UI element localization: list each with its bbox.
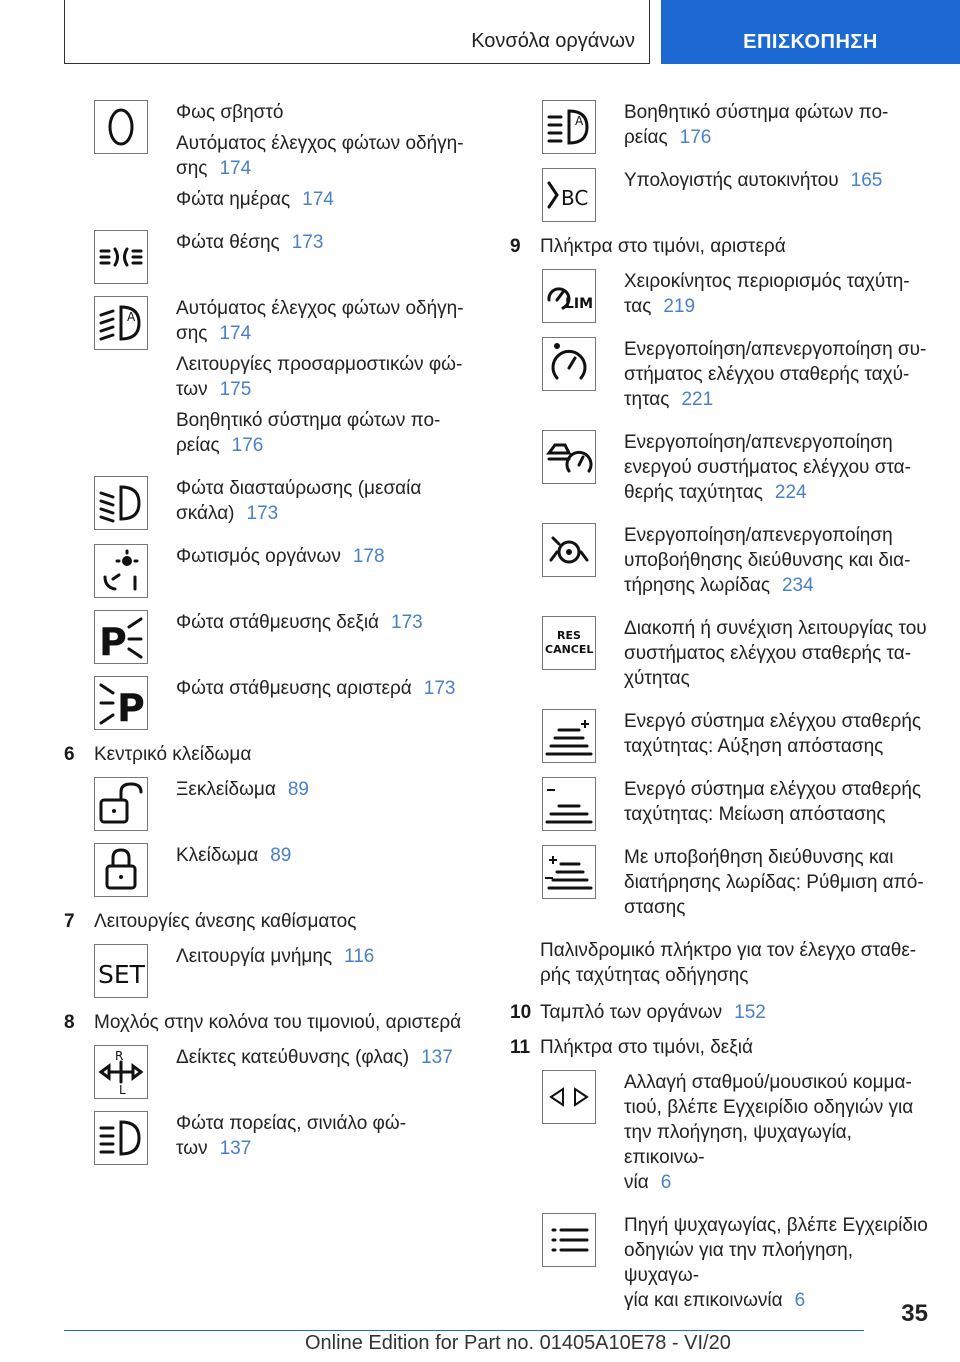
entry-text: Αυτόματος έλεγχος φώτων οδήγη- bbox=[176, 133, 464, 154]
parking-lights-icon bbox=[94, 230, 148, 284]
svg-text:R: R bbox=[115, 1049, 124, 1063]
entry-item bbox=[176, 777, 474, 802]
entry-text-line bbox=[176, 230, 474, 255]
entry-text-line bbox=[624, 269, 930, 294]
svg-text:SET: SET bbox=[98, 960, 145, 989]
entry-text-line bbox=[176, 187, 474, 212]
section-title bbox=[540, 1035, 753, 1060]
entry-item bbox=[624, 1070, 930, 1195]
entry-item bbox=[176, 544, 474, 569]
section-title-text: Πλήκτρα στο τιμόνι, δεξιά bbox=[540, 1037, 753, 1058]
entry-text: Ενεργοποίηση/απενεργοποίηση bbox=[624, 525, 893, 546]
section-title bbox=[540, 1000, 766, 1025]
page-reference-link[interactable]: 89 bbox=[287, 779, 309, 800]
icon-entry bbox=[510, 616, 930, 697]
section-title bbox=[540, 234, 786, 259]
entry-text-line bbox=[624, 1070, 930, 1095]
entry-text: διατήρησης λωρίδας: Ρύθμιση από- bbox=[624, 872, 924, 893]
res-cancel-icon bbox=[542, 616, 596, 670]
entry-item bbox=[624, 709, 930, 759]
icon-entry bbox=[64, 230, 474, 284]
entry-item bbox=[176, 676, 474, 701]
entry-text-line bbox=[176, 296, 474, 321]
section-title bbox=[94, 909, 356, 934]
entry-text: τιού, βλέπε Εγχειρίδιο οδηγιών για bbox=[624, 1097, 914, 1118]
entry-text-line bbox=[624, 777, 930, 802]
page-reference-link[interactable]: 174 bbox=[219, 158, 252, 179]
icon-entry bbox=[510, 1213, 930, 1319]
entry-text: Πηγή ψυχαγωγίας, βλέπε Εγχειρίδιο bbox=[624, 1215, 928, 1236]
entry-text-line bbox=[624, 641, 930, 666]
entry-item bbox=[176, 230, 474, 255]
entry-item bbox=[176, 100, 474, 125]
footer-edition: Online Edition for Part no. 01405A10E78 - VI/20 bbox=[305, 1332, 731, 1354]
entry-text-line bbox=[624, 870, 930, 895]
entry-text-line bbox=[176, 843, 474, 868]
entry-text: Ενεργοποίηση/απενεργοποίηση συ- bbox=[624, 339, 927, 360]
entry-text-line bbox=[176, 501, 474, 526]
entry-text: οδηγιών για την πλοήγηση, ψυχαγω- bbox=[624, 1240, 853, 1286]
icon-entry bbox=[64, 296, 474, 464]
entry-text-line bbox=[624, 802, 930, 827]
entry-text-line bbox=[176, 156, 474, 181]
entry-text: στασης bbox=[624, 897, 686, 918]
page-reference-link[interactable]: 116 bbox=[344, 946, 375, 967]
entry-text-line bbox=[176, 352, 474, 377]
entry-text-line bbox=[624, 100, 930, 125]
entry-text: Φωτισμός οργάνων bbox=[176, 546, 341, 567]
entry-item bbox=[624, 168, 930, 193]
entry-item bbox=[176, 610, 474, 635]
entry-texts bbox=[176, 777, 474, 808]
page-reference-link[interactable]: 165 bbox=[850, 170, 883, 191]
svg-text:A: A bbox=[127, 310, 136, 324]
icon-entry bbox=[64, 777, 474, 831]
page-reference-link[interactable]: 173 bbox=[391, 612, 423, 633]
media-source-icon bbox=[542, 1213, 596, 1267]
entry-text-line bbox=[624, 387, 930, 412]
distance-adjust-icon bbox=[542, 845, 596, 899]
entry-item bbox=[624, 616, 930, 691]
bc-icon bbox=[542, 168, 596, 222]
page-reference-link[interactable]: 178 bbox=[352, 546, 385, 567]
unlock-icon bbox=[94, 777, 148, 831]
left-column bbox=[64, 100, 474, 1179]
page-reference-link[interactable]: 137 bbox=[421, 1047, 453, 1068]
entry-text: Φώτα στάθμευσης αριστερά bbox=[176, 678, 412, 699]
svg-text:CANCEL: CANCEL bbox=[545, 643, 594, 656]
section-title bbox=[94, 1010, 461, 1035]
entry-text: Φώτα στάθμευσης δεξιά bbox=[176, 612, 380, 633]
entry-item bbox=[624, 777, 930, 827]
entry-texts bbox=[176, 610, 474, 641]
entry-text-line bbox=[624, 455, 930, 480]
entry-text-line bbox=[624, 430, 930, 455]
entry-texts bbox=[624, 269, 930, 325]
svg-text:P: P bbox=[99, 620, 127, 663]
svg-text:RES: RES bbox=[557, 629, 581, 642]
entry-texts bbox=[176, 843, 474, 874]
icon-entry bbox=[510, 523, 930, 604]
entry-text-line bbox=[624, 709, 930, 734]
page-reference-link[interactable]: 6 bbox=[660, 1172, 672, 1193]
active-cruise-icon bbox=[542, 430, 596, 484]
entry-text-line bbox=[624, 1213, 930, 1238]
entry-text-line bbox=[624, 1238, 930, 1288]
entry-text: θερής ταχύτητας bbox=[624, 482, 763, 503]
distance-minus-icon bbox=[542, 777, 596, 831]
section-heading bbox=[64, 1010, 474, 1035]
section-title-text: Πλήκτρα στο τιμόνι, αριστερά bbox=[540, 236, 786, 257]
entry-text: υποβοήθησης διεύθυνσης και δια- bbox=[624, 550, 911, 571]
entry-text: γία και επικοινωνία bbox=[624, 1290, 783, 1311]
entry-text: Βοηθητικό σύστημα φώτων πο- bbox=[176, 410, 441, 431]
cruise-control-icon bbox=[542, 337, 596, 391]
station-change-icon bbox=[542, 1070, 596, 1124]
page-reference-link[interactable]: 234 bbox=[781, 575, 814, 596]
entry-text-line bbox=[624, 616, 930, 641]
entry-text: την πλοήγηση, ψυχαγωγία, επικοινω- bbox=[624, 1122, 852, 1168]
entry-text-line bbox=[176, 476, 474, 501]
page-number: 35 bbox=[901, 1300, 928, 1327]
entry-text: ταχύτητας: Μείωση απόστασης bbox=[624, 804, 886, 825]
entry-text-line bbox=[624, 125, 930, 150]
page-reference-link[interactable]: 221 bbox=[681, 389, 714, 410]
section-note bbox=[540, 938, 930, 988]
entry-text: των bbox=[176, 1138, 208, 1159]
entry-text: Φώτα ημέρας bbox=[176, 189, 291, 210]
section-number: 6 bbox=[64, 744, 75, 765]
section-heading bbox=[64, 909, 474, 934]
entry-item bbox=[624, 845, 930, 920]
entry-text-line bbox=[176, 321, 474, 346]
entry-text: Λειτουργία μνήμης bbox=[176, 946, 333, 967]
turn-signal-icon bbox=[94, 1045, 148, 1099]
instrument-lighting-icon bbox=[94, 544, 148, 598]
entry-text-line bbox=[176, 408, 474, 433]
entry-item bbox=[176, 408, 474, 458]
entry-text: στήματος ελέγχου σταθερής ταχύ- bbox=[624, 364, 910, 385]
entry-text: ταχύτητας: Αύξηση απόστασης bbox=[624, 736, 884, 757]
section-title-text: Κεντρικό κλείδωμα bbox=[94, 744, 252, 765]
icon-entry bbox=[64, 944, 474, 998]
entry-item bbox=[624, 523, 930, 598]
section-heading bbox=[510, 1000, 930, 1025]
parking-left-icon bbox=[94, 676, 148, 730]
entry-texts bbox=[624, 845, 930, 926]
entry-text-line bbox=[176, 544, 474, 569]
entry-text: Φώτα διασταύρωσης (μεσαία bbox=[176, 478, 422, 499]
page-reference-link[interactable]: 6 bbox=[794, 1290, 806, 1311]
entry-text: Αυτόματος έλεγχος φώτων οδήγη- bbox=[176, 298, 464, 319]
icon-entry bbox=[510, 337, 930, 418]
page-reference-link[interactable]: 219 bbox=[663, 296, 696, 317]
page-reference-link[interactable]: 175 bbox=[219, 379, 252, 400]
icon-entry bbox=[64, 843, 474, 897]
entry-texts bbox=[624, 168, 930, 199]
icon-entry bbox=[510, 168, 930, 222]
right-column bbox=[510, 100, 930, 1331]
entry-text-line bbox=[624, 1095, 930, 1120]
section-title-text: Ταμπλό των οργάνων bbox=[540, 1002, 723, 1023]
page-reference-link[interactable]: 176 bbox=[679, 127, 712, 148]
entry-texts bbox=[176, 100, 474, 218]
entry-text: Φώτα πορείας, σινιάλο φώ- bbox=[176, 1113, 407, 1134]
page-reference-link[interactable]: 176 bbox=[231, 435, 264, 456]
svg-text:LIM: LIM bbox=[565, 296, 594, 312]
entry-texts bbox=[624, 616, 930, 697]
entry-text-line bbox=[624, 1288, 930, 1313]
entry-texts bbox=[176, 476, 474, 532]
entry-item bbox=[624, 100, 930, 150]
high-beam-icon bbox=[94, 1111, 148, 1165]
entry-text: Ξεκλείδωμα bbox=[176, 779, 276, 800]
icon-entry bbox=[510, 777, 930, 833]
entry-item bbox=[624, 1213, 930, 1313]
entry-text: τητας bbox=[624, 389, 670, 410]
entry-text-line bbox=[176, 100, 474, 125]
entry-item bbox=[624, 430, 930, 505]
auto-headlight-icon bbox=[94, 296, 148, 350]
icon-entry bbox=[64, 100, 474, 218]
entry-text: Αλλαγή σταθμού/μουσικού κομμα- bbox=[624, 1072, 912, 1093]
svg-text:L: L bbox=[119, 1083, 126, 1097]
section-heading bbox=[64, 742, 474, 767]
icon-entry bbox=[64, 1045, 474, 1099]
entry-text-line bbox=[176, 131, 474, 156]
svg-text:P: P bbox=[117, 686, 145, 729]
entry-text-line bbox=[624, 1170, 930, 1195]
svg-text:BC: BC bbox=[561, 186, 589, 210]
icon-entry bbox=[64, 1111, 474, 1167]
distance-plus-icon bbox=[542, 709, 596, 763]
entry-texts bbox=[176, 1045, 474, 1076]
entry-text: ενεργού συστήματος ελέγχου στα- bbox=[624, 457, 911, 478]
entry-item bbox=[176, 296, 474, 346]
entry-text: Φώτα θέσης bbox=[176, 232, 280, 253]
page-header bbox=[64, 0, 960, 66]
entry-text: Ενεργοποίηση/απενεργοποίηση bbox=[624, 432, 893, 453]
entry-text: Δείκτες κατεύθυνσης (φλας) bbox=[176, 1047, 410, 1068]
entry-text: νία bbox=[624, 1172, 649, 1193]
steering-assist-icon bbox=[542, 523, 596, 577]
header-section-title: Κονσόλα οργάνων bbox=[471, 30, 635, 52]
header-chapter-tab[interactable] bbox=[661, 0, 960, 64]
icon-entry bbox=[510, 100, 930, 156]
entry-text: ρείας bbox=[624, 127, 668, 148]
entry-texts bbox=[624, 430, 930, 511]
section-heading bbox=[510, 1035, 930, 1060]
entry-texts bbox=[624, 1213, 930, 1319]
entry-text-line bbox=[176, 377, 474, 402]
speed-limiter-icon bbox=[542, 269, 596, 323]
svg-text:A: A bbox=[575, 114, 584, 128]
header-chapter-title: ΕΠΙΣΚΟΠΗΣΗ bbox=[743, 31, 878, 53]
entry-item bbox=[176, 944, 474, 969]
icon-entry bbox=[64, 676, 474, 730]
entry-texts bbox=[624, 523, 930, 604]
page-reference-link[interactable]: 174 bbox=[302, 189, 334, 210]
entry-texts bbox=[176, 944, 474, 975]
icon-entry bbox=[510, 1070, 930, 1201]
set-icon bbox=[94, 944, 148, 998]
footer-divider bbox=[64, 1330, 864, 1331]
entry-text-line bbox=[176, 1111, 474, 1136]
entry-texts bbox=[176, 1111, 474, 1167]
entry-text: σης bbox=[176, 158, 208, 179]
entry-item bbox=[176, 1045, 474, 1070]
note-line: ρής ταχύτητας οδήγησης bbox=[540, 965, 749, 986]
entry-item bbox=[176, 187, 474, 212]
entry-text-line bbox=[624, 480, 930, 505]
entry-texts bbox=[624, 337, 930, 418]
entry-text: Ενεργό σύστημα ελέγχου σταθερής bbox=[624, 711, 922, 732]
section-title bbox=[94, 742, 251, 767]
entry-item bbox=[624, 337, 930, 412]
entry-text-line bbox=[624, 895, 930, 920]
section-number: 9 bbox=[510, 236, 521, 257]
entry-texts bbox=[176, 676, 474, 707]
page-reference-link[interactable]: 174 bbox=[219, 323, 252, 344]
icon-entry bbox=[64, 476, 474, 532]
lock-icon bbox=[94, 843, 148, 897]
entry-text-line bbox=[176, 1045, 474, 1070]
entry-text-line bbox=[624, 523, 930, 548]
page-reference-link[interactable]: 152 bbox=[734, 1002, 766, 1023]
page-reference-link[interactable]: 173 bbox=[246, 503, 279, 524]
page-reference-link[interactable]: 173 bbox=[291, 232, 324, 253]
entry-item bbox=[176, 131, 474, 181]
section-number: 8 bbox=[64, 1012, 75, 1033]
entry-item bbox=[176, 1111, 474, 1161]
entry-text-line bbox=[624, 845, 930, 870]
entry-text-line bbox=[176, 610, 474, 635]
entry-texts bbox=[624, 777, 930, 833]
entry-text-line bbox=[624, 548, 930, 573]
header-section-box bbox=[64, 0, 650, 64]
low-beam-icon bbox=[94, 476, 148, 530]
entry-text-line bbox=[176, 433, 474, 458]
light-off-icon bbox=[94, 100, 148, 154]
icon-entry bbox=[510, 709, 930, 765]
icon-entry bbox=[510, 845, 930, 926]
entry-text: Υπολογιστής αυτοκινήτου bbox=[624, 170, 839, 191]
entry-text-line bbox=[624, 337, 930, 362]
page-reference-link[interactable]: 137 bbox=[219, 1138, 252, 1159]
entry-text-line bbox=[176, 676, 474, 701]
entry-text: τας bbox=[624, 296, 652, 317]
entry-text-line bbox=[176, 1136, 474, 1161]
entry-texts bbox=[176, 230, 474, 261]
page-reference-link[interactable]: 89 bbox=[270, 845, 292, 866]
entry-item bbox=[176, 476, 474, 526]
entry-text-line bbox=[624, 666, 930, 691]
entry-text-line bbox=[624, 734, 930, 759]
section-number: 7 bbox=[64, 911, 75, 932]
section-heading bbox=[510, 234, 930, 259]
entry-text: Βοηθητικό σύστημα φώτων πο- bbox=[624, 102, 889, 123]
entry-text-line bbox=[176, 777, 474, 802]
entry-text: τήρησης λωρίδας bbox=[624, 575, 770, 596]
entry-texts bbox=[176, 544, 474, 575]
entry-text: Με υποβοήθηση διεύθυνσης και bbox=[624, 847, 894, 868]
section-title-text: Μοχλός στην κολόνα του τιμονιού, αριστερά bbox=[94, 1012, 462, 1033]
entry-text-line bbox=[624, 168, 930, 193]
entry-text: Διακοπή ή συνέχιση λειτουργίας του bbox=[624, 618, 927, 639]
entry-text: Λειτουργίες προσαρμοστικών φώ- bbox=[176, 354, 463, 375]
entry-text: σης bbox=[176, 323, 208, 344]
entry-text: σκάλα) bbox=[176, 503, 235, 524]
page-reference-link[interactable]: 173 bbox=[423, 678, 456, 699]
icon-entry bbox=[510, 430, 930, 511]
entry-text: συστήματος ελέγχου σταθερής τα- bbox=[624, 643, 912, 664]
entry-text: Κλείδωμα bbox=[176, 845, 259, 866]
entry-text: των bbox=[176, 379, 208, 400]
entry-text: ρείας bbox=[176, 435, 220, 456]
entry-texts bbox=[176, 296, 474, 464]
section-number: 11 bbox=[510, 1037, 531, 1058]
section-title-text: Λειτουργίες άνεσης καθίσματος bbox=[94, 911, 357, 932]
icon-entry bbox=[510, 269, 930, 325]
entry-item bbox=[176, 352, 474, 402]
entry-texts bbox=[624, 709, 930, 765]
entry-text-line bbox=[624, 294, 930, 319]
parking-right-icon bbox=[94, 610, 148, 664]
entry-text: Χειροκίνητος περιορισμός ταχύτη- bbox=[624, 271, 910, 292]
entry-text: χύτητας bbox=[624, 668, 690, 689]
entry-text-line bbox=[624, 1120, 930, 1170]
icon-entry bbox=[64, 544, 474, 598]
entry-text-line bbox=[624, 362, 930, 387]
note-line: Παλινδρομικό πλήκτρο για τον έλεγχο σταθε- bbox=[540, 940, 917, 961]
icon-entry bbox=[64, 610, 474, 664]
high-beam-assist-icon bbox=[542, 100, 596, 154]
entry-texts bbox=[624, 100, 930, 156]
entry-text-line bbox=[624, 573, 930, 598]
entry-texts bbox=[624, 1070, 930, 1201]
section-number: 10 bbox=[510, 1002, 532, 1023]
entry-text: Ενεργό σύστημα ελέγχου σταθερής bbox=[624, 779, 922, 800]
entry-text: Φως σβηστό bbox=[176, 102, 284, 123]
entry-text-line bbox=[176, 944, 474, 969]
page-reference-link[interactable]: 224 bbox=[774, 482, 807, 503]
entry-item bbox=[176, 843, 474, 868]
entry-item bbox=[624, 269, 930, 319]
